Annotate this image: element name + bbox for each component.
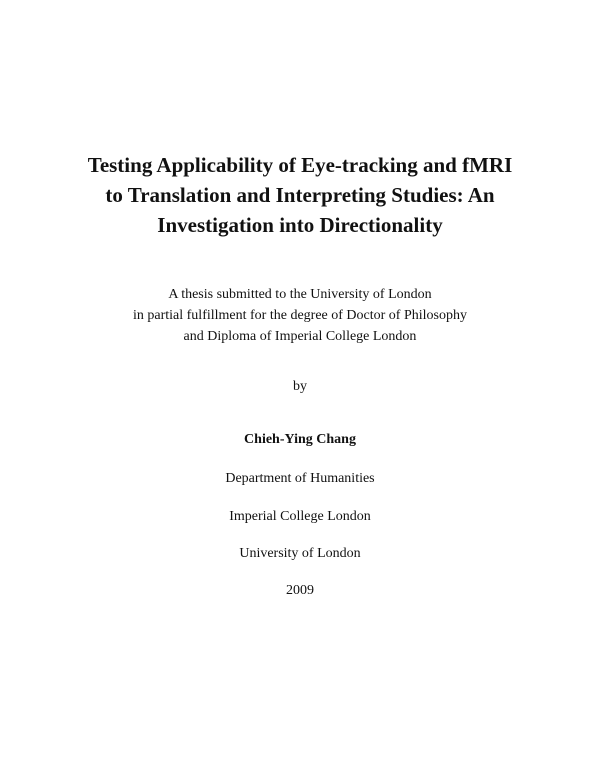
title-line: to Translation and Interpreting Studies: An — [105, 183, 495, 207]
statement-line: A thesis submitted to the University of London — [168, 287, 432, 302]
department-name: Department of Humanities — [225, 471, 375, 486]
statement-line: and Diploma of Imperial College London — [183, 329, 417, 344]
by-text: by — [293, 379, 307, 394]
university-name: University of London — [239, 546, 361, 561]
title-line: Investigation into Directionality — [157, 213, 443, 237]
statement-line: in partial fulfillment for the degree of Doctor of Philosophy — [133, 308, 467, 323]
submission-year: 2009 — [286, 583, 314, 598]
author-name: Chieh-Ying Chang — [244, 432, 356, 447]
submission-statement — [60, 284, 540, 347]
title-line: Testing Applicability of Eye-tracking and fMRI — [87, 153, 513, 177]
college-name: Imperial College London — [229, 509, 371, 524]
thesis-title — [60, 150, 540, 240]
